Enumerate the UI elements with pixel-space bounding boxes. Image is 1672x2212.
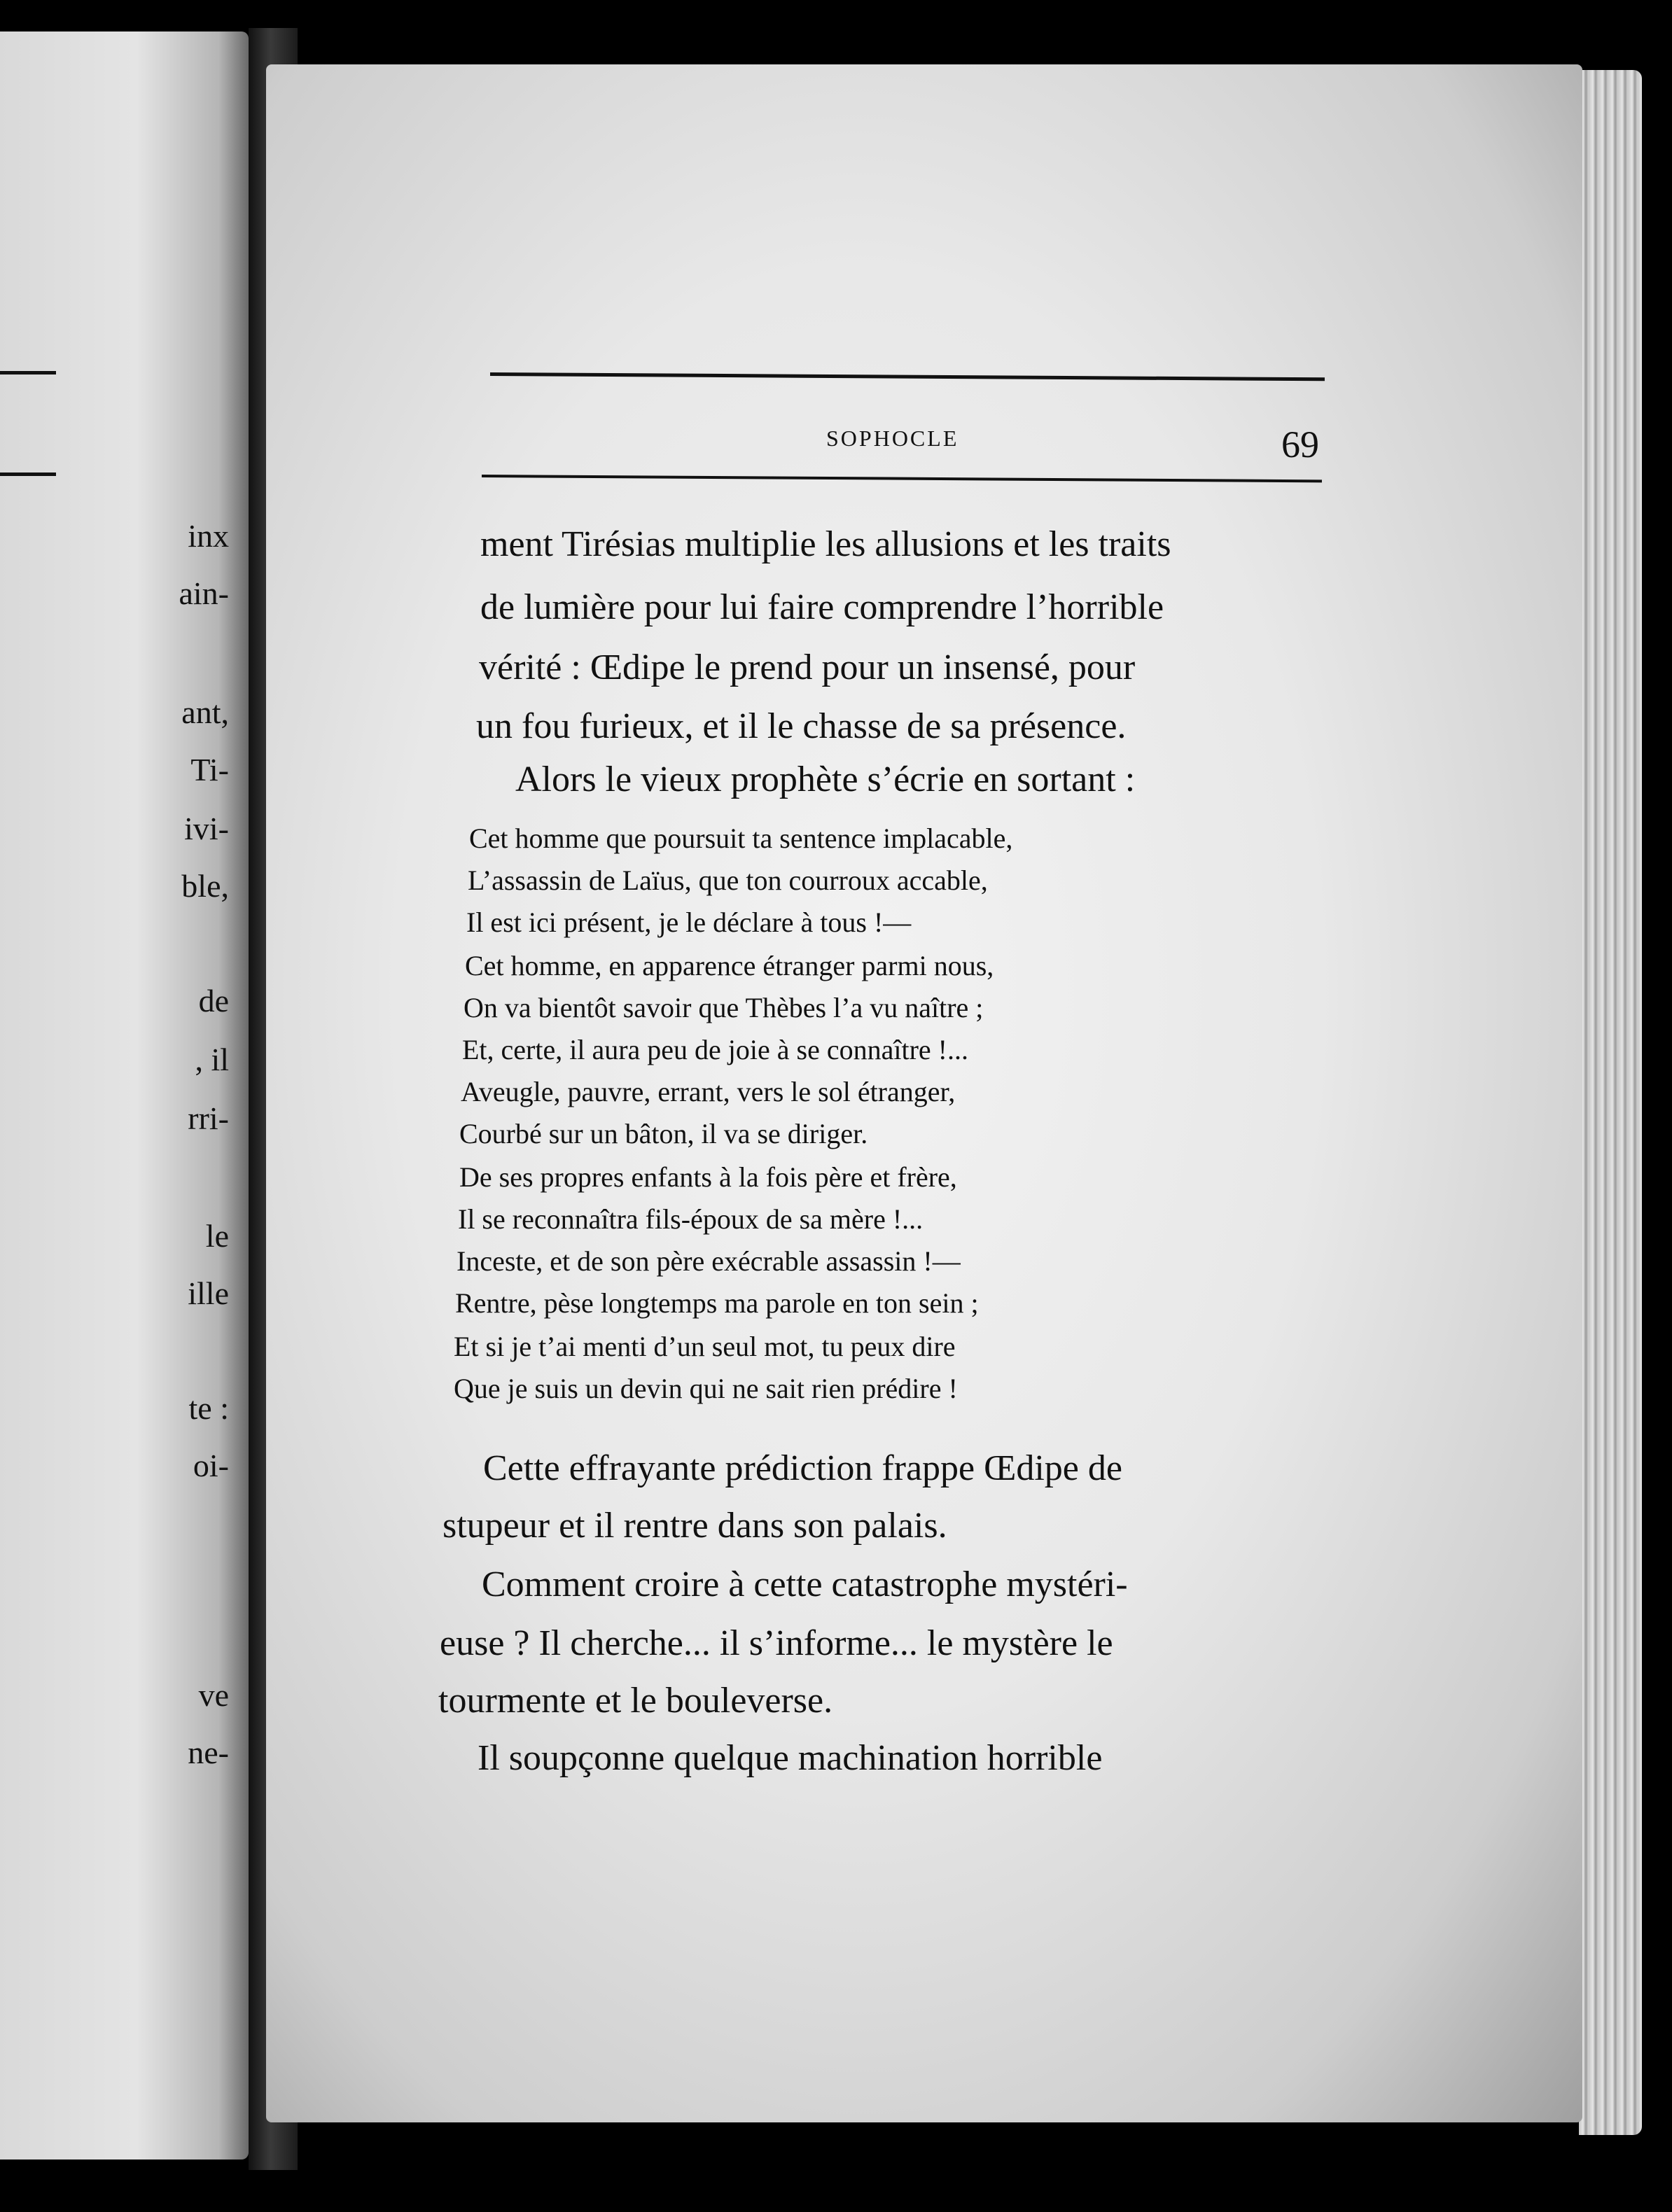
left-page-fragment: rri- (188, 1100, 229, 1136)
verse-line: Il est ici présent, je le déclare à tous !— (466, 906, 912, 938)
paragraph-line: Comment croire à cette catastrophe mystéri- (482, 1564, 1128, 1604)
page-edges (1579, 70, 1642, 2135)
left-page-fragment: te : (188, 1390, 229, 1426)
left-page-fragment: ne- (188, 1735, 229, 1770)
left-page-fragment: Ti- (190, 752, 229, 788)
left-page-fragment: ve (198, 1677, 229, 1713)
left-page-rule (0, 371, 56, 374)
paragraph-line: un fou furieux, et il le chasse de sa présence. (476, 706, 1127, 746)
left-page-rule (0, 472, 56, 476)
left-page (0, 31, 249, 2160)
left-page-fragment: oi- (193, 1448, 229, 1483)
verse-line: Il se reconnaîtra fils-époux de sa mère !... (458, 1203, 924, 1235)
left-page-fragment: inx (188, 518, 229, 554)
paragraph-line: ment Tirésias multiplie les allusions et les traits (480, 524, 1171, 564)
verse-line: Inceste, et de son père exécrable assassin !— (457, 1245, 961, 1277)
paragraph-line: Alors le vieux prophète s’écrie en sortant : (515, 760, 1136, 799)
paragraph-line: tourmente et le bouleverse. (438, 1681, 833, 1721)
left-page-fragment: ivi- (184, 811, 229, 846)
paragraph-line: Cette effrayante prédiction frappe Œdipe de (483, 1448, 1122, 1488)
verse-line: Cet homme que poursuit ta sentence implacable, (469, 822, 1013, 854)
left-page-fragment: de (198, 983, 229, 1018)
paragraph-line: euse ? Il cherche... il s’informe... le mystère le (440, 1623, 1113, 1663)
verse-line: On va bientôt savoir que Thèbes l’a vu naître ; (464, 992, 984, 1023)
paragraph-line: stupeur et il rentre dans son palais. (443, 1506, 947, 1546)
left-page-fragment: ille (188, 1275, 229, 1311)
verse-line: L’assassin de Laïus, que ton courroux accable, (468, 864, 988, 896)
verse-line: Et, certe, il aura peu de joie à se connaître !... (462, 1034, 968, 1065)
left-page-fragment: , il (195, 1042, 229, 1077)
left-page-fragment: le (205, 1218, 229, 1254)
verse-line: Aveugle, pauvre, errant, vers le sol étranger, (461, 1076, 956, 1107)
verse-line: De ses propres enfants à la fois père et frère, (459, 1161, 957, 1193)
verse-line: Que je suis un devin qui ne sait rien prédire ! (454, 1373, 958, 1404)
running-head: SOPHOCLE (826, 426, 959, 451)
page-number: 69 (1281, 424, 1319, 465)
verse-line: Courbé sur un bâton, il va se diriger. (459, 1118, 868, 1149)
left-page-fragment: ant, (181, 694, 229, 730)
left-page-fragment: ble, (181, 868, 229, 904)
verse-line: Rentre, pèse longtemps ma parole en ton sein ; (455, 1287, 979, 1319)
paragraph-line: Il soupçonne quelque machination horrible (478, 1738, 1103, 1778)
paragraph-line: de lumière pour lui faire comprendre l’horrible (480, 587, 1164, 627)
left-page-fragment: ain- (179, 575, 229, 611)
paragraph-line: vérité : Œdipe le prend pour un insensé, pour (479, 648, 1136, 687)
verse-line: Et si je t’ai menti d’un seul mot, tu peux dire (454, 1331, 956, 1362)
verse-line: Cet homme, en apparence étranger parmi nous, (465, 950, 994, 981)
